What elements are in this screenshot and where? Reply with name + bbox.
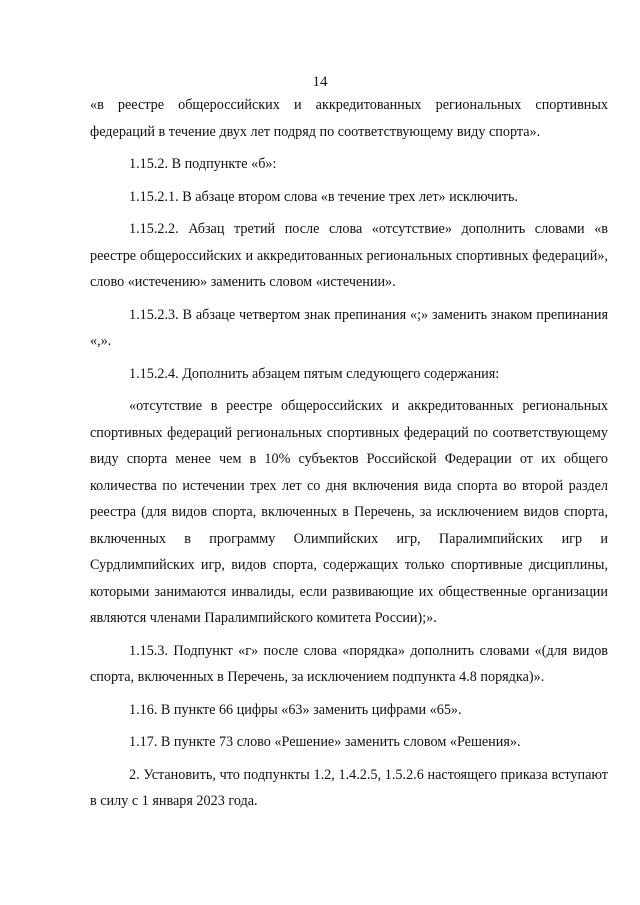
paragraph-1-15-3: 1.15.3. Подпункт «г» после слова «порядка» дополнить словами «(для видов спорта, включенных в Перечень, за исключением подпункта 4.8 порядка)». xyxy=(90,642,608,685)
paragraph-1-17: 1.17. В пункте 73 слово «Решение» заменить словом «Решения». xyxy=(129,734,521,750)
document-body xyxy=(90,92,608,821)
paragraph-1-15-2-1: 1.15.2.1. В абзаце втором слова «в течение трех лет» исключить. xyxy=(129,188,519,205)
page-number: 14 xyxy=(312,74,328,90)
paragraph-1-16: 1.16. В пункте 66 цифры «63» заменить цифрами «65». xyxy=(129,701,462,718)
paragraph-2: 2. Установить, что подпункты 1.2, 1.4.2.5, 1.5.2.6 настоящего приказа вступают в силу с 1 января 2023 года. xyxy=(90,766,608,809)
paragraph-1-15-2: 1.15.2. В подпункте «б»: xyxy=(129,156,277,172)
paragraph-1-15-2-2: 1.15.2.2. Абзац третий после слова «отсутствие» дополнить словами «в реестре общероссийских и аккредитованных региональных спортивных федераций», слово «истечению» заменить словом «истечении». xyxy=(90,221,608,290)
paragraph-continuation: «в реестре общероссийских и аккредитованных региональных спортивных федераций в течение двух лет подряд по соответствующему виду спорта». xyxy=(90,97,608,140)
paragraph-1-15-2-4: 1.15.2.4. Дополнить абзацем пятым следующего содержания: xyxy=(129,365,500,382)
paragraph-1-15-2-3: 1.15.2.3. В абзаце четвертом знак препинания «;» заменить знаком препинания «,». xyxy=(90,306,608,349)
paragraph-quoted-text: «отсутствие в реестре общероссийских и аккредитованных региональных спортивных федераций региональных спортивных федераций по соответствующему виду спорта менее чем в 10% субъектов Российской Федерации от их общего количества по истечении трех лет со дня включения вида спорта во второй раздел реестра (для видов спорта, включенных в Перечень, за исключением видов спорта, включенных в программу Олимпийских игр, Паралимпийских игр и Сурдлимпийских игр, видов спорта, содержащих только спортивные дисциплины, которыми занимаются инвалиды, если развивающие их общественные организации являются членами Паралимпийского комитета России);». xyxy=(90,398,608,626)
